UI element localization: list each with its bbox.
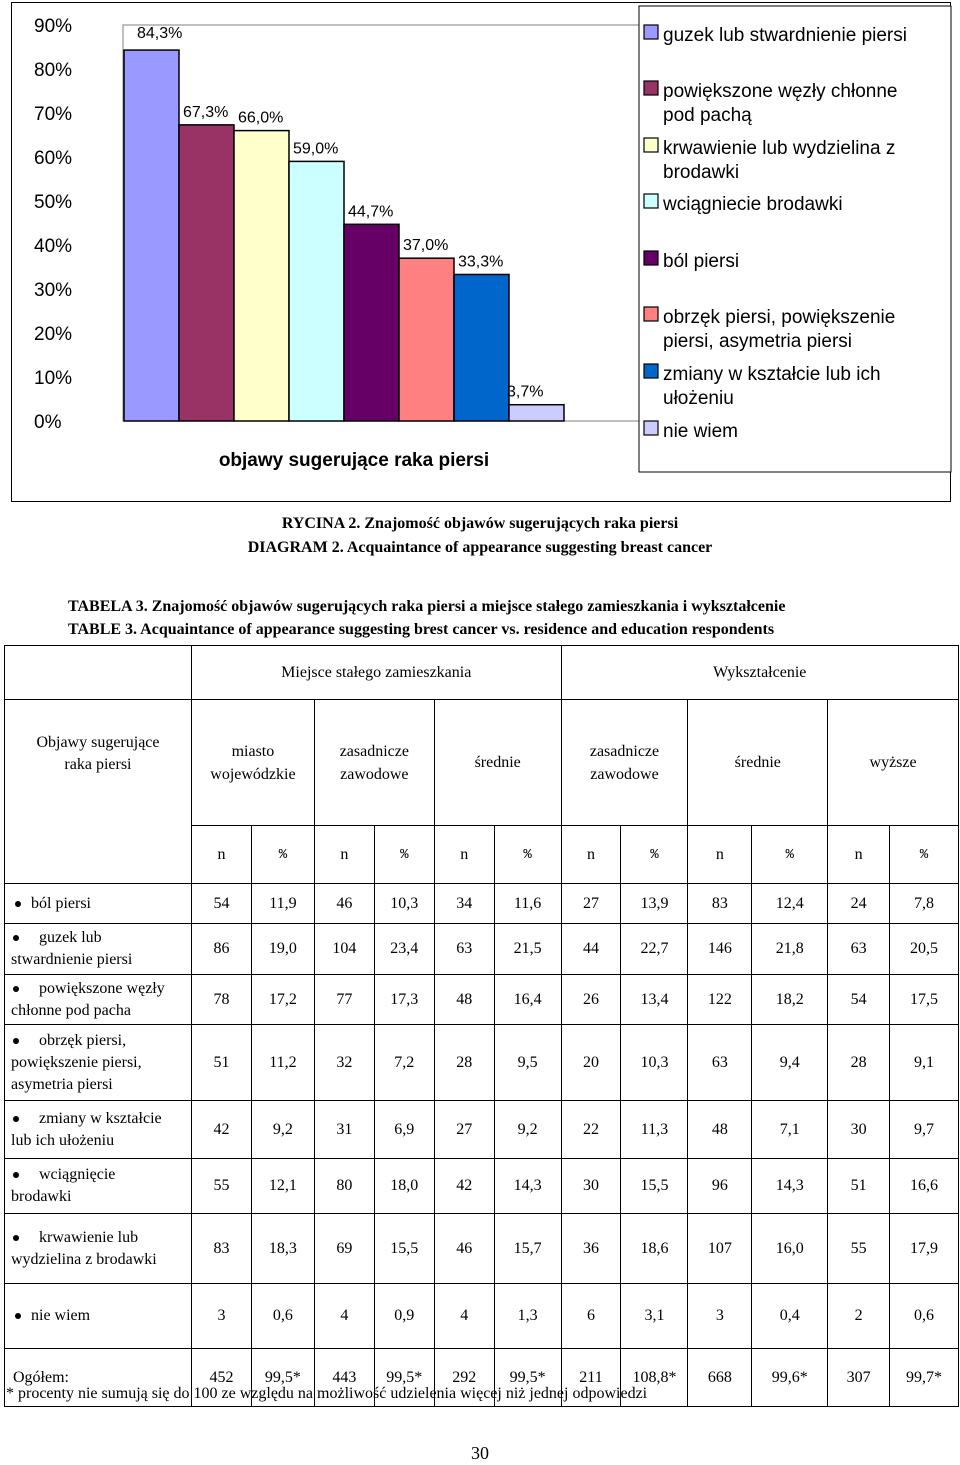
total-cell: 99,5*: [251, 1349, 314, 1407]
data-label: 33,3%: [458, 253, 504, 271]
table-cell: 16,4: [494, 975, 561, 1025]
table-cell: 1,3: [494, 1284, 561, 1349]
table-cell: 27: [561, 884, 621, 924]
subheader-secondary-1: średnie: [434, 700, 561, 826]
table-cell: 104: [314, 924, 374, 975]
table-cell: 21,5: [494, 924, 561, 975]
table-cell: 22,7: [621, 924, 688, 975]
data-label: 37,0%: [403, 237, 449, 255]
legend-swatch: [644, 138, 658, 152]
table-cell: 11,6: [494, 884, 561, 924]
table-cell: 54: [828, 975, 890, 1025]
data-label: 3,7%: [507, 383, 544, 401]
total-cell: 211: [561, 1349, 621, 1407]
subheader-secondary-2: średnie: [688, 700, 828, 826]
group-header-education: Wykształcenie: [561, 646, 958, 700]
unit-cell: %: [494, 826, 561, 884]
row-label-cell: [5, 924, 192, 975]
table-cell: 122: [688, 975, 752, 1025]
table-cell: 24: [828, 884, 890, 924]
unit-cell: n: [191, 826, 251, 884]
unit-cell: n: [561, 826, 621, 884]
legend-swatch: [644, 251, 658, 265]
table-cell: 10,3: [621, 1025, 688, 1101]
table-cell: 27: [434, 1101, 494, 1159]
table-cell: 63: [828, 924, 890, 975]
table-cell: 30: [828, 1101, 890, 1159]
table-cell: 15,5: [621, 1159, 688, 1214]
table-cell: 4: [314, 1284, 374, 1349]
total-cell: 443: [314, 1349, 374, 1407]
table-cell: 31: [314, 1101, 374, 1159]
total-cell: 99,7*: [890, 1349, 959, 1407]
table-cell: 20: [561, 1025, 621, 1101]
table-cell: 9,2: [251, 1101, 314, 1159]
bullet-icon: [13, 1038, 19, 1044]
table-cell: 51: [191, 1025, 251, 1101]
table-row: [5, 924, 959, 975]
table-cell: 7,1: [752, 1101, 828, 1159]
row-label: guzek lub stwardnienie piersi: [11, 929, 133, 968]
table-row: [5, 1159, 959, 1214]
bar: [454, 274, 509, 421]
table-cell: 11,9: [251, 884, 314, 924]
row-header-label: Objawy sugerujące raka piersi: [36, 733, 160, 773]
subheader-vocational-2: [561, 700, 688, 826]
legend-swatch: [644, 364, 658, 378]
row-label-cell: [5, 1159, 192, 1214]
table-cell: 107: [688, 1214, 752, 1284]
y-tick-label: 30%: [34, 280, 73, 301]
unit-cell: %: [251, 826, 314, 884]
legend-swatch: [644, 421, 658, 435]
legend-label: ułożeniu: [663, 388, 734, 409]
table-cell: 51: [828, 1159, 890, 1214]
row-label-cell: [5, 1025, 192, 1101]
unit-cell: %: [890, 826, 959, 884]
table-cell: 44: [561, 924, 621, 975]
bar: [344, 224, 399, 421]
row-label: nie wiem: [31, 1307, 91, 1324]
legend-label: powiększone węzły chłonne: [663, 81, 898, 102]
table-cell: 9,5: [494, 1025, 561, 1101]
unit-cell: n: [434, 826, 494, 884]
table-cell: 18,6: [621, 1214, 688, 1284]
table-cell: 36: [561, 1214, 621, 1284]
row-label-cell: [5, 1214, 192, 1284]
table-cell: 48: [688, 1101, 752, 1159]
table-cell: 14,3: [752, 1159, 828, 1214]
legend-label: nie wiem: [663, 421, 738, 442]
table-cell: 18,2: [752, 975, 828, 1025]
row-label-cell: [5, 975, 192, 1025]
table-cell: 63: [688, 1025, 752, 1101]
legend-swatch: [644, 194, 658, 208]
bullet-icon: [13, 1116, 19, 1122]
table-cell: 48: [434, 975, 494, 1025]
bar-chart: [11, 2, 951, 502]
subheader-city: [191, 700, 314, 826]
bullet-icon: [15, 901, 21, 907]
table-cell: 20,5: [890, 924, 959, 975]
bar: [289, 161, 344, 421]
table-cell: 83: [191, 1214, 251, 1284]
table-cell: 0,9: [374, 1284, 434, 1349]
row-label: powiększone węzły chłonne pod pacha: [11, 979, 165, 1019]
bullet-icon: [13, 986, 19, 992]
total-cell: 668: [688, 1349, 752, 1407]
legend-swatch: [644, 307, 658, 321]
table-row: [5, 1284, 959, 1349]
table-cell: 46: [314, 884, 374, 924]
table-cell: 0,4: [752, 1284, 828, 1349]
row-header: [5, 700, 192, 884]
y-tick-label: 70%: [34, 104, 73, 125]
group-header-row: [5, 646, 959, 700]
data-label: 66,0%: [238, 109, 284, 127]
data-label: 84,3%: [137, 25, 183, 43]
y-tick-label: 10%: [34, 368, 73, 389]
bullet-icon: [13, 1172, 19, 1178]
subheader-label: zasadnicze zawodowe: [589, 742, 660, 783]
data-label: 59,0%: [293, 140, 339, 158]
row-label: krwawienie lub wydzielina z brodawki: [11, 1228, 157, 1268]
data-label: 67,3%: [183, 103, 229, 121]
table-cell: 80: [314, 1159, 374, 1214]
table-cell: 15,5: [374, 1214, 434, 1284]
table-cell: 2: [828, 1284, 890, 1349]
table-cell: 86: [191, 924, 251, 975]
total-cell: 452: [191, 1349, 251, 1407]
table-cell: 17,2: [251, 975, 314, 1025]
legend-label: ból piersi: [663, 251, 740, 272]
table-cell: 54: [191, 884, 251, 924]
table-cell: 4: [434, 1284, 494, 1349]
table-cell: 13,9: [621, 884, 688, 924]
unit-cell: n: [688, 826, 752, 884]
bar: [399, 258, 454, 421]
y-tick-label: 50%: [34, 192, 73, 213]
table-cell: 6: [561, 1284, 621, 1349]
data-label: 44,7%: [348, 203, 394, 221]
table-row: [5, 1101, 959, 1159]
table-cell: 10,3: [374, 884, 434, 924]
table-cell: 17,3: [374, 975, 434, 1025]
table-cell: 6,9: [374, 1101, 434, 1159]
table-cell: 9,4: [752, 1025, 828, 1101]
table-cell: 30: [561, 1159, 621, 1214]
table-cell: 0,6: [251, 1284, 314, 1349]
legend-label: piersi, asymetria piersi: [663, 331, 852, 352]
y-tick-label: 0%: [34, 412, 62, 433]
table-cell: 9,2: [494, 1101, 561, 1159]
unit-cell: %: [374, 826, 434, 884]
legend-label: krwawienie lub wydzielina z: [663, 138, 896, 159]
data-table: [4, 645, 959, 1407]
table-cell: 16,0: [752, 1214, 828, 1284]
unit-cell: n: [828, 826, 890, 884]
table-cell: 46: [434, 1214, 494, 1284]
total-cell: 108,8*: [621, 1349, 688, 1407]
chart-canvas: [12, 3, 952, 503]
group-header-residence: Miejsce stałego zamieszkania: [191, 646, 561, 700]
table-cell: 23,4: [374, 924, 434, 975]
x-axis-label: objawy sugerujące raka piersi: [218, 450, 490, 471]
table-cell: 55: [191, 1159, 251, 1214]
table-cell: 69: [314, 1214, 374, 1284]
table-cell: 55: [828, 1214, 890, 1284]
legend-label: zmiany w kształcie lub ich: [663, 364, 881, 385]
table-row: [5, 975, 959, 1025]
table-cell: 3,1: [621, 1284, 688, 1349]
legend-label: obrzęk piersi, powiększenie: [663, 307, 896, 328]
table-cell: 11,3: [621, 1101, 688, 1159]
y-tick-label: 60%: [34, 148, 73, 169]
row-label: wciągnięcie brodawki: [11, 1166, 116, 1205]
row-label-cell: [5, 1101, 192, 1159]
table-cell: 77: [314, 975, 374, 1025]
table-row: [5, 1025, 959, 1101]
subheader-row: [5, 700, 959, 826]
table-cell: 3: [688, 1284, 752, 1349]
table-cell: 32: [314, 1025, 374, 1101]
row-label: zmiany w kształcie lub ich ułożeniu: [11, 1109, 162, 1149]
page-number: 30: [471, 1443, 489, 1463]
total-cell: 99,5*: [494, 1349, 561, 1407]
bar: [179, 125, 234, 421]
subheader-label: zasadnicze zawodowe: [339, 742, 409, 783]
row-label-cell: [5, 1284, 192, 1349]
table-cell: 0,6: [890, 1284, 959, 1349]
table-cell: 14,3: [494, 1159, 561, 1214]
figure-caption-en: DIAGRAM 2. Acquaintance of appearance suggesting breast cancer: [247, 539, 713, 556]
table-cell: 28: [434, 1025, 494, 1101]
table-cell: 15,7: [494, 1214, 561, 1284]
table-cell: 22: [561, 1101, 621, 1159]
legend-label: brodawki: [663, 162, 740, 183]
subheader-vocational-1: [314, 700, 434, 826]
table-cell: 3: [191, 1284, 251, 1349]
bullet-icon: [13, 935, 19, 941]
y-tick-label: 40%: [34, 236, 73, 257]
unit-cell: %: [621, 826, 688, 884]
table-row: [5, 884, 959, 924]
table-cell: 28: [828, 1025, 890, 1101]
table-cell: 26: [561, 975, 621, 1025]
empty-corner: [5, 646, 192, 700]
subheader-higher: wyższe: [828, 700, 959, 826]
table-caption-en: TABLE 3. Acquaintance of appearance suggesting brest cancer vs. residence and education respondents: [68, 621, 775, 638]
table-cell: 146: [688, 924, 752, 975]
subheader-label: miasto wojewódzkie: [210, 742, 296, 783]
table-cell: 12,1: [251, 1159, 314, 1214]
table-cell: 78: [191, 975, 251, 1025]
table-cell: 83: [688, 884, 752, 924]
bar: [234, 131, 289, 421]
y-tick-label: 20%: [34, 324, 73, 345]
total-cell: 99,6*: [752, 1349, 828, 1407]
legend-label: wciągniecie brodawki: [663, 194, 843, 215]
table-caption-pl: TABELA 3. Znajomość objawów sugerujących raka piersi a miejsce stałego zamieszkania i wykształcenie: [68, 598, 786, 615]
table-cell: 42: [191, 1101, 251, 1159]
table-cell: 63: [434, 924, 494, 975]
table-cell: 19,0: [251, 924, 314, 975]
total-cell: 307: [828, 1349, 890, 1407]
total-label: Ogółem:: [5, 1349, 192, 1407]
table-cell: 7,8: [890, 884, 959, 924]
legend-label: pod pachą: [663, 105, 752, 126]
total-cell: 292: [434, 1349, 494, 1407]
row-label-cell: [5, 884, 192, 924]
table-cell: 42: [434, 1159, 494, 1214]
table-row: [5, 1214, 959, 1284]
table-cell: 17,9: [890, 1214, 959, 1284]
table-cell: 9,7: [890, 1101, 959, 1159]
table-cell: 13,4: [621, 975, 688, 1025]
bar: [124, 50, 179, 421]
unit-cell: %: [752, 826, 828, 884]
table-cell: 17,5: [890, 975, 959, 1025]
table-cell: 34: [434, 884, 494, 924]
figure-caption-pl: RYCINA 2. Znajomość objawów sugerujących raka piersi: [281, 515, 679, 532]
legend-label: guzek lub stwardnienie piersi: [663, 25, 907, 46]
bullet-icon: [15, 1313, 21, 1319]
legend-swatch: [644, 81, 658, 95]
table-cell: 11,2: [251, 1025, 314, 1101]
table-cell: 7,2: [374, 1025, 434, 1101]
y-tick-label: 80%: [34, 60, 73, 81]
table-cell: 96: [688, 1159, 752, 1214]
table-cell: 16,6: [890, 1159, 959, 1214]
table-cell: 21,8: [752, 924, 828, 975]
table-cell: 9,1: [890, 1025, 959, 1101]
bar: [509, 405, 564, 421]
total-cell: 99,5*: [374, 1349, 434, 1407]
bullet-icon: [13, 1235, 19, 1241]
row-label: obrzęk piersi, powiększenie piersi, asymetria piersi: [11, 1031, 142, 1093]
legend-swatch: [644, 25, 658, 39]
footnote: * procenty nie sumują się do 100 ze względu na możliwość udzielenia więcej niż jednej odpowiedzi: [6, 1385, 648, 1402]
unit-cell: n: [314, 826, 374, 884]
table-cell: 18,0: [374, 1159, 434, 1214]
y-tick-label: 90%: [34, 16, 73, 37]
table-cell: 18,3: [251, 1214, 314, 1284]
row-label: ból piersi: [31, 894, 91, 912]
table-cell: 12,4: [752, 884, 828, 924]
